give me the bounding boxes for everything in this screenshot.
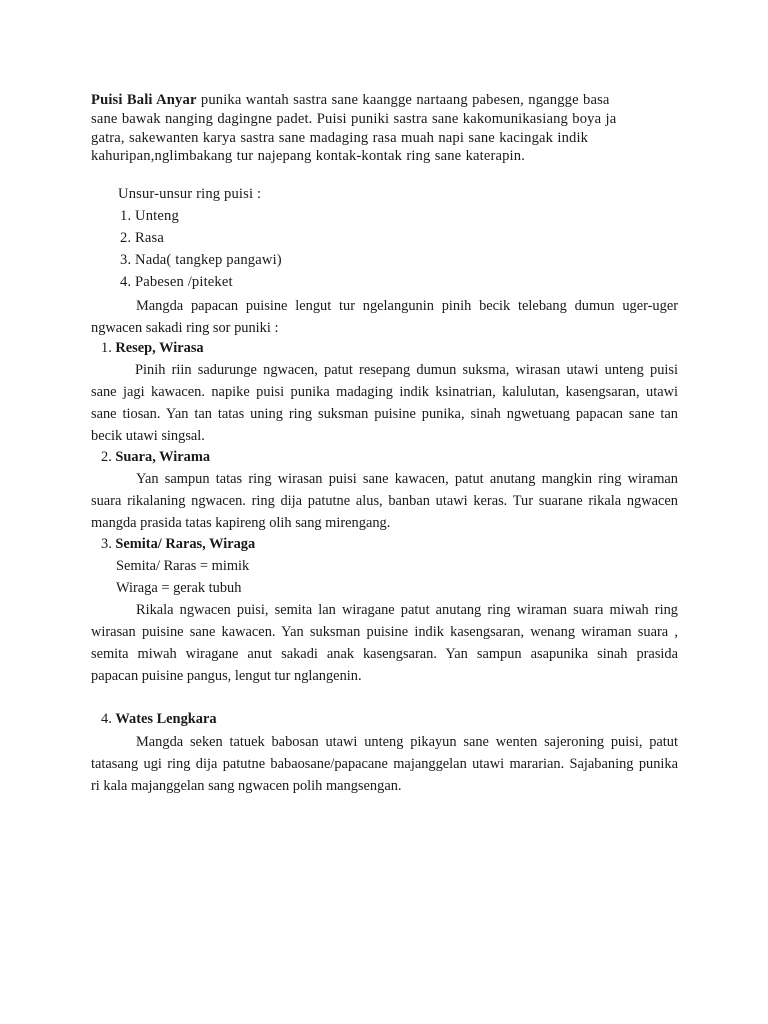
unsur-item-2: 2. Rasa	[120, 230, 165, 246]
section-3-number: 3.	[101, 536, 112, 552]
section-3-paragraph	[91, 599, 678, 687]
unsur-item-1: 1. Unteng	[120, 208, 179, 224]
section-1-title: Resep, Wirasa	[115, 340, 204, 356]
intro-line-1-rest: punika wantah sastra sane kaangge nartaang pabesen, ngangge basa	[196, 92, 610, 108]
section-2-line-2: suara rikalaning ngwacen. ring dija patutne alus, banban utawi keras. Tur suarane rikala ngwacen	[91, 493, 678, 509]
section-4-line-2: tatasang ugi ring dija patutne babaosane/papacane majanggelan utawi mararian. Sajabaning punika	[91, 756, 678, 772]
section-4-heading	[101, 709, 217, 729]
section-2-line-3: mangda prasida tatas kapireng olih sang mirengang.	[91, 515, 391, 531]
unsur-title: Unsur-unsur ring puisi :	[118, 186, 262, 202]
unsur-item-3: 3. Nada( tangkep pangawi)	[120, 252, 282, 268]
intro-line-3: gatra, sakewanten karya sastra sane madaging rasa muah napi sane kacingak indik	[91, 129, 589, 146]
section-3-line-1: Rikala ngwacen puisi, semita lan wiragane patut anutang ring wiraman suara miwah ring	[136, 602, 678, 618]
section-1-line-4: becik utawi singsal.	[91, 428, 205, 444]
mangda-paragraph	[91, 295, 678, 339]
mangda-line-1: Mangda papacan puisine lengut tur ngelangunin pinih becik telebang dumun uger-uger	[136, 298, 678, 314]
section-3-title: Semita/ Raras, Wiraga	[115, 536, 256, 552]
section-3-line-2: wirasan puisine sane kawacen. Yan suksman puisine indik kasengsaran, wenang wiraman suara ,	[91, 624, 678, 640]
section-2-heading	[101, 447, 210, 467]
section-2-line-1: Yan sampun tatas ring wirasan puisi sane kawacen, patut anutang mangkin ring wiraman	[136, 471, 678, 487]
section-1-heading	[101, 338, 204, 358]
section-4-line-3: ri kala majanggelan sang ngwacen polih mangsengan.	[91, 778, 402, 794]
section-1-line-3: sane tiosan. Yan tan tatas uning ring suksman puisine punika, sinah ngwetuang papacan sane tan	[91, 406, 678, 422]
intro-line-4: kahuripan,nglimbakang tur najepang kontak-kontak ring sane katerapin.	[91, 148, 526, 165]
section-4-line-1: Mangda seken tatuek babosan utawi unteng pikayun sane wenten sajeroning puisi, patut	[136, 734, 678, 750]
intro-paragraph	[91, 91, 691, 166]
section-2-paragraph	[91, 468, 678, 534]
section-3-line-3: semita miwah wiragane anut sakadi anak kasengsaran. Yan sampun asapunika sinah prasida	[91, 646, 678, 662]
section-3-line-4: papacan puisine pangus, lengut tur nglangenin.	[91, 668, 362, 684]
intro-bold-lead: Puisi Bali Anyar	[91, 92, 197, 108]
section-1-paragraph	[91, 359, 678, 447]
section-2-title: Suara, Wirama	[115, 449, 211, 465]
section-1-line-2: sane jagi kawacen. napike puisi punika madaging indik ksinatrian, kalulutan, kasengsaran, utawi	[91, 384, 678, 400]
intro-line-1	[91, 91, 691, 110]
section-4-number: 4.	[101, 711, 112, 727]
section-3-heading	[101, 534, 255, 554]
intro-line-2: sane bawak nanging dagingne padet. Puisi puniki sastra sane kakomunikasiang boya ja	[91, 110, 617, 127]
section-3-sub-2: Wiraga = gerak tubuh	[116, 580, 242, 596]
section-1-number: 1.	[101, 340, 112, 356]
section-1-line-1: Pinih riin sadurunge ngwacen, patut resepang dumun suksma, wirasan utawi unteng puisi	[135, 362, 678, 378]
section-4-title: Wates Lengkara	[115, 711, 217, 727]
unsur-item-4: 4. Pabesen /piteket	[120, 274, 233, 290]
section-3-sub-1: Semita/ Raras = mimik	[116, 558, 250, 574]
section-4-paragraph	[91, 731, 678, 797]
section-2-number: 2.	[101, 449, 112, 465]
mangda-line-2: ngwacen sakadi ring sor puniki :	[91, 320, 279, 336]
